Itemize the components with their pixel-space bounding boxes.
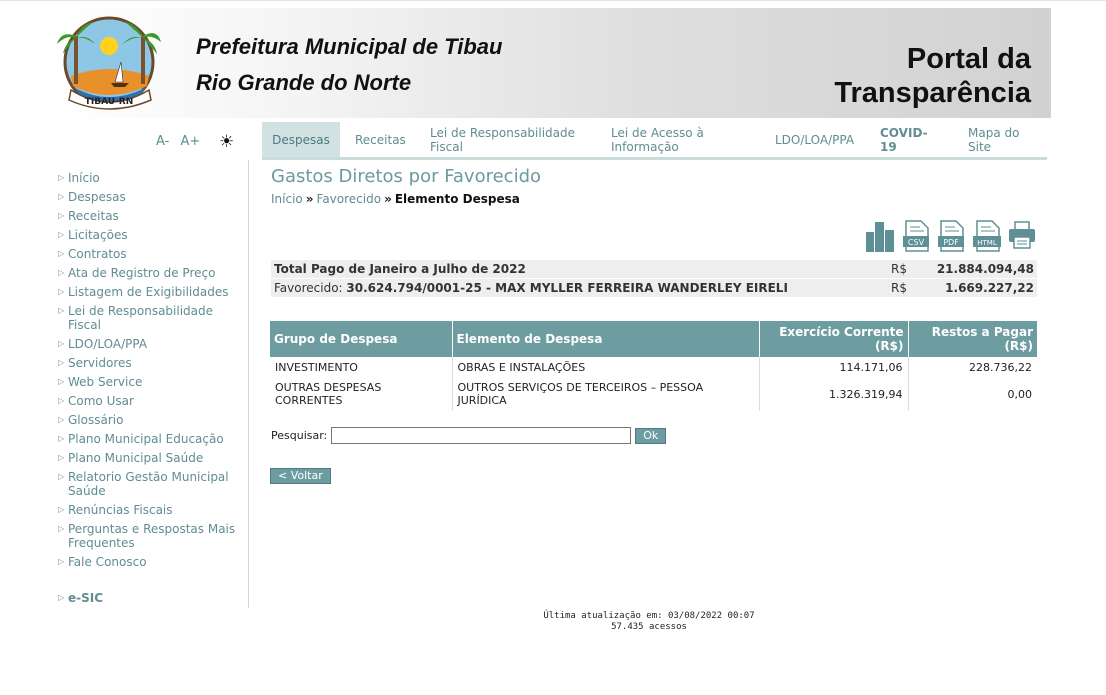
sidebar-item-label: Web Service — [68, 375, 143, 389]
breadcrumb-current: Elemento Despesa — [394, 192, 520, 206]
sidebar-item-servidores[interactable] — [58, 356, 248, 370]
tab-receitas[interactable]: Receitas — [355, 132, 406, 147]
tab-lei-acesso[interactable]: Lei de Acesso à Informação — [611, 125, 704, 154]
breadcrumb-favorecido[interactable]: Favorecido — [316, 192, 382, 206]
sidebar-item-label: Plano Municipal Saúde — [68, 451, 204, 465]
chevron-right-icon: ▷ — [58, 268, 65, 277]
sidebar-item-label: Perguntas e Respostas Mais Frequentes — [68, 522, 236, 550]
title-line1: Prefeitura Municipal de Tibau — [196, 34, 503, 59]
table-header-row — [270, 321, 1037, 357]
sidebar-item-label: LDO/LOA/PPA — [68, 337, 148, 351]
sidebar-item-exigibilidades[interactable] — [58, 285, 248, 299]
sidebar-item-label: Fale Conosco — [68, 555, 147, 569]
sidebar-item-plano-educacao[interactable] — [58, 432, 248, 446]
breadcrumb-separator: » — [384, 192, 392, 206]
col-grupo-despesa[interactable]: Grupo de Despesa — [270, 321, 452, 357]
cell-grupo: OUTRAS DESPESAS CORRENTES — [270, 377, 452, 411]
cell-grupo: INVESTIMENTO — [270, 357, 452, 377]
sidebar-item-ata-registro[interactable] — [58, 266, 248, 280]
sidebar-divider — [248, 160, 249, 608]
csv-export-icon[interactable] — [902, 220, 930, 252]
sidebar-item-faq[interactable] — [58, 522, 248, 550]
sidebar-item-web-service[interactable] — [58, 375, 248, 389]
total-value: 21.884.094,48 — [936, 262, 1034, 276]
top-border — [0, 0, 1106, 1]
sidebar-item-contratos[interactable] — [58, 247, 248, 261]
sidebar-item-label: e-SIC — [68, 591, 104, 605]
chevron-right-icon: ▷ — [58, 505, 65, 514]
total-currency: R$ — [891, 262, 907, 276]
header-banner — [51, 8, 1051, 118]
breadcrumb-inicio[interactable]: Início — [271, 192, 303, 206]
chevron-right-icon: ▷ — [58, 377, 65, 386]
sidebar-item-despesas[interactable] — [58, 190, 248, 204]
sidebar-item-label: Ata de Registro de Preço — [68, 266, 216, 280]
access-count: 57.435 acessos — [611, 622, 687, 632]
pdf-label: PDF — [943, 238, 959, 247]
chevron-right-icon: ▷ — [58, 358, 65, 367]
sidebar-item-esic[interactable] — [58, 591, 248, 605]
search-label: Pesquisar: — [271, 429, 328, 442]
search-input[interactable] — [331, 427, 631, 444]
chevron-right-icon: ▷ — [58, 211, 65, 220]
favorecido-name: 30.624.794/0001-25 - MAX MYLLER FERREIRA WANDERLEY EIRELI — [346, 281, 788, 295]
top-nav-tabs — [262, 122, 1047, 160]
sidebar-item-como-usar[interactable] — [58, 394, 248, 408]
chevron-right-icon: ▷ — [58, 287, 65, 296]
sidebar-item-plano-saude[interactable] — [58, 451, 248, 465]
chevron-right-icon: ▷ — [58, 230, 65, 239]
sidebar-item-label: Lei de Responsabilidade Fiscal — [68, 304, 214, 332]
html-label: HTML — [977, 239, 997, 247]
last-update-text: Última atualização em: 03/08/2022 00:07 — [543, 611, 755, 621]
favorecido-label — [274, 279, 788, 297]
expenses-table — [270, 321, 1037, 411]
sidebar-item-label: Servidores — [68, 356, 132, 370]
tibau-logo[interactable] — [57, 14, 161, 112]
sidebar-item-label: Receitas — [68, 209, 119, 223]
cell-elemento[interactable]: OUTROS SERVIÇOS DE TERCEIROS – PESSOA JURÍDICA — [452, 377, 759, 411]
portal-title-line2: Transparência — [834, 77, 1031, 109]
tab-mapa-site[interactable]: Mapa do Site — [968, 125, 1020, 154]
sidebar-item-label: Início — [68, 171, 100, 185]
favorecido-currency: R$ — [891, 281, 907, 295]
html-export-icon[interactable] — [972, 220, 1002, 252]
sidebar-item-label: Licitações — [68, 228, 128, 242]
col-elemento-despesa[interactable]: Elemento de Despesa — [452, 321, 759, 357]
sun-icon[interactable]: ☀ — [219, 132, 235, 152]
chevron-right-icon: ▷ — [58, 415, 65, 424]
chevron-right-icon: ▷ — [58, 524, 65, 533]
breadcrumb — [271, 192, 520, 206]
csv-label: CSV — [907, 238, 925, 247]
chart-icon[interactable] — [864, 220, 896, 252]
chevron-right-icon: ▷ — [58, 453, 65, 462]
sidebar-item-label: Listagem de Exigibilidades — [68, 285, 229, 299]
title-line2: Rio Grande do Norte — [196, 70, 412, 95]
chevron-right-icon: ▷ — [58, 192, 65, 201]
cell-elemento[interactable]: OBRAS E INSTALAÇÕES — [452, 357, 759, 377]
chevron-right-icon: ▷ — [58, 173, 65, 182]
cell-restos: 228.736,22 — [969, 360, 1032, 374]
tab-covid[interactable]: COVID-19 — [880, 125, 928, 154]
printer-icon[interactable] — [1008, 220, 1036, 250]
cell-exercicio: 1.326.319,94 — [759, 377, 908, 411]
sidebar-item-label: Como Usar — [68, 394, 134, 408]
back-button[interactable]: < Voltar — [270, 468, 331, 484]
col-restos-pagar[interactable]: Restos a Pagar (R$) — [908, 321, 1037, 357]
sidebar-item-label: Relatorio Gestão Municipal Saúde — [68, 470, 229, 498]
tab-ldo-loa-ppa[interactable]: LDO/LOA/PPA — [775, 132, 855, 147]
tab-despesas[interactable]: Despesas — [262, 122, 340, 157]
table-row[interactable] — [270, 357, 1037, 377]
logo-text: TIBAU-RN — [84, 97, 134, 107]
sidebar-item-label: Despesas — [68, 190, 126, 204]
sidebar-item-ldo-loa-ppa[interactable] — [58, 337, 248, 351]
sidebar-item-licitacoes[interactable] — [58, 228, 248, 242]
favorecido-prefix: Favorecido: — [274, 281, 343, 295]
total-label: Total Pago de Janeiro a Julho de 2022 — [274, 262, 526, 276]
chevron-right-icon: ▷ — [58, 249, 65, 258]
chevron-right-icon: ▷ — [58, 557, 65, 566]
chevron-right-icon: ▷ — [58, 396, 65, 405]
sidebar-item-label: Renúncias Fiscais — [68, 503, 173, 517]
chevron-right-icon: ▷ — [58, 472, 65, 481]
search-ok-button[interactable]: Ok — [635, 428, 666, 444]
total-row — [271, 260, 1037, 278]
sidebar-item-relatorio-saude[interactable] — [58, 470, 248, 498]
sidebar-menu — [58, 171, 248, 610]
sidebar-item-glossario[interactable] — [58, 413, 248, 427]
sidebar-item-label: Glossário — [68, 413, 124, 427]
breadcrumb-separator: » — [305, 192, 314, 206]
sidebar-item-renuncias[interactable] — [58, 503, 248, 517]
chevron-right-icon: ▷ — [58, 339, 65, 348]
chevron-right-icon: ▷ — [58, 306, 65, 315]
col-exercicio-corrente[interactable]: Exercício Corrente (R$) — [759, 321, 908, 357]
cell-restos: 0,00 — [1007, 387, 1032, 401]
search-bar — [271, 427, 666, 444]
chevron-right-icon: ▷ — [58, 593, 65, 602]
sidebar-item-label: Contratos — [68, 247, 127, 261]
font-decrease-button[interactable]: A- — [156, 134, 170, 149]
sidebar-item-receitas[interactable] — [58, 209, 248, 223]
sidebar-item-inicio[interactable] — [58, 171, 248, 185]
summary-block — [271, 260, 1037, 298]
pdf-export-icon[interactable] — [937, 220, 965, 252]
chevron-right-icon: ▷ — [58, 434, 65, 443]
sidebar-item-fale-conosco[interactable] — [58, 555, 248, 569]
sidebar-item-label: Plano Municipal Educação — [68, 432, 224, 446]
portal-title — [834, 42, 1031, 110]
favorecido-value: 1.669.227,22 — [945, 281, 1034, 295]
footer — [0, 611, 1106, 633]
sidebar-item-lrf[interactable] — [58, 304, 248, 332]
page-title: Gastos Diretos por Favorecido — [271, 166, 542, 187]
favorecido-row — [271, 279, 1037, 297]
table-row[interactable] — [270, 377, 1037, 411]
portal-title-line1: Portal da — [906, 43, 1031, 75]
font-size-controls — [156, 134, 207, 149]
tab-lrf[interactable]: Lei de Responsabilidade Fiscal — [430, 125, 576, 154]
font-increase-button[interactable]: A+ — [180, 134, 201, 149]
cell-exercicio: 114.171,06 — [759, 357, 908, 377]
